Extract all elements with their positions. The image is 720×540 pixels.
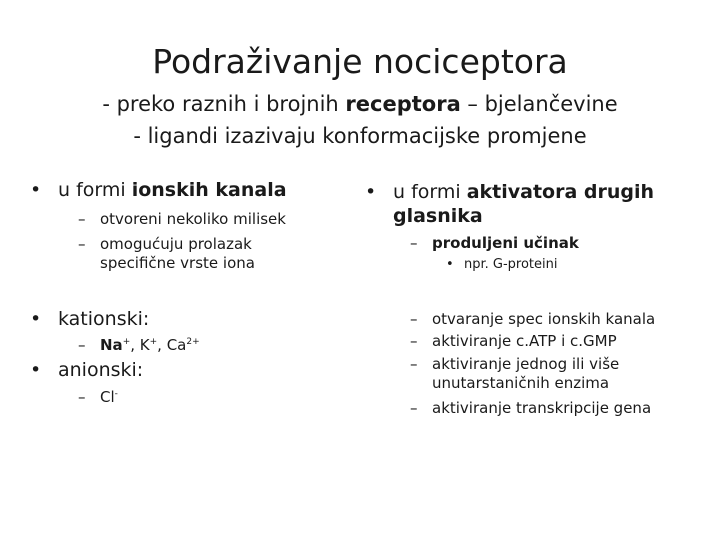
effect-text-3: aktiviranje jednog ili više (432, 355, 620, 373)
subtitle-line-2: - ligandi izazivaju konformacijske promjene (133, 124, 587, 148)
example-text: npr. G-proteini (464, 257, 558, 272)
bullet-activators-continuation: glasnika (393, 205, 483, 227)
bullet-marker: • (30, 308, 42, 330)
dash-marker: – (78, 388, 86, 406)
dash-marker: – (78, 336, 86, 354)
cation-na-charge: + (122, 337, 131, 347)
cation-ca-charge: 2+ (186, 337, 200, 347)
dash-marker: – (78, 235, 86, 253)
ion-sub-text-1: otvoreni nekoliko milisek (100, 210, 286, 228)
bullet-marker-small: • (446, 257, 454, 272)
bullet-anionic-label: anionski: (58, 359, 144, 381)
slide-subtitle (0, 88, 720, 152)
prolonged-effect-item (410, 234, 579, 253)
dash-marker: – (410, 355, 418, 373)
example-item (446, 256, 558, 273)
effect-item-3-continuation: unutarstaničnih enzima (432, 374, 610, 392)
dash-marker: – (410, 234, 418, 252)
bullet-ion-channels-bold: ionskih kanala (131, 179, 287, 201)
bullet-marker: • (365, 181, 377, 203)
ion-sub-item-2-continuation: specifične vrste iona (100, 254, 255, 272)
dash-marker: – (410, 332, 418, 350)
cation-list (78, 336, 200, 355)
bullet-activators (365, 180, 654, 204)
subtitle-line-1-post: – bjelančevine (460, 92, 618, 116)
effect-item-4 (410, 399, 651, 418)
anion-list (78, 388, 118, 407)
ion-sub-text-2: omogućuju prolazak (100, 235, 252, 253)
slide-title: Podraživanje nociceptora (152, 42, 568, 81)
effect-item-2 (410, 332, 617, 351)
subtitle-line-1-bold: receptora (345, 92, 461, 116)
bullet-marker: • (30, 359, 42, 381)
dash-marker: – (410, 310, 418, 328)
ion-sub-item-2 (78, 235, 252, 254)
bullet-cationic (30, 307, 149, 331)
prolonged-effect-text: produljeni učinak (432, 234, 579, 252)
effect-text-4: aktiviranje transkripcije gena (432, 399, 652, 417)
bullet-ion-channels-pre: u formi (58, 179, 132, 201)
anion-cl-charge: - (114, 389, 118, 399)
effect-text-1: otvaranje spec ionskih kanala (432, 310, 656, 328)
ion-sub-item-1 (78, 210, 286, 229)
effect-item-3 (410, 355, 619, 374)
cation-k-charge: + (149, 337, 158, 347)
cation-k: , K (130, 336, 150, 354)
dash-marker: – (78, 210, 86, 228)
effect-text-2: aktiviranje c.ATP i c.GMP (432, 332, 617, 350)
bullet-ion-channels (30, 178, 287, 202)
cation-na: Na (100, 336, 123, 354)
cation-ca: , Ca (157, 336, 187, 354)
bullet-activators-bold-1: aktivatora drugih (466, 181, 655, 203)
subtitle-line-1 (0, 88, 720, 120)
bullet-anionic (30, 358, 143, 382)
bullet-activators-pre: u formi (393, 181, 467, 203)
effect-item-1 (410, 310, 655, 329)
subtitle-line-1-pre: - preko raznih i brojnih (102, 92, 346, 116)
anion-cl: Cl (100, 388, 115, 406)
bullet-cationic-label: kationski: (58, 308, 150, 330)
bullet-marker: • (30, 179, 42, 201)
dash-marker: – (410, 399, 418, 417)
